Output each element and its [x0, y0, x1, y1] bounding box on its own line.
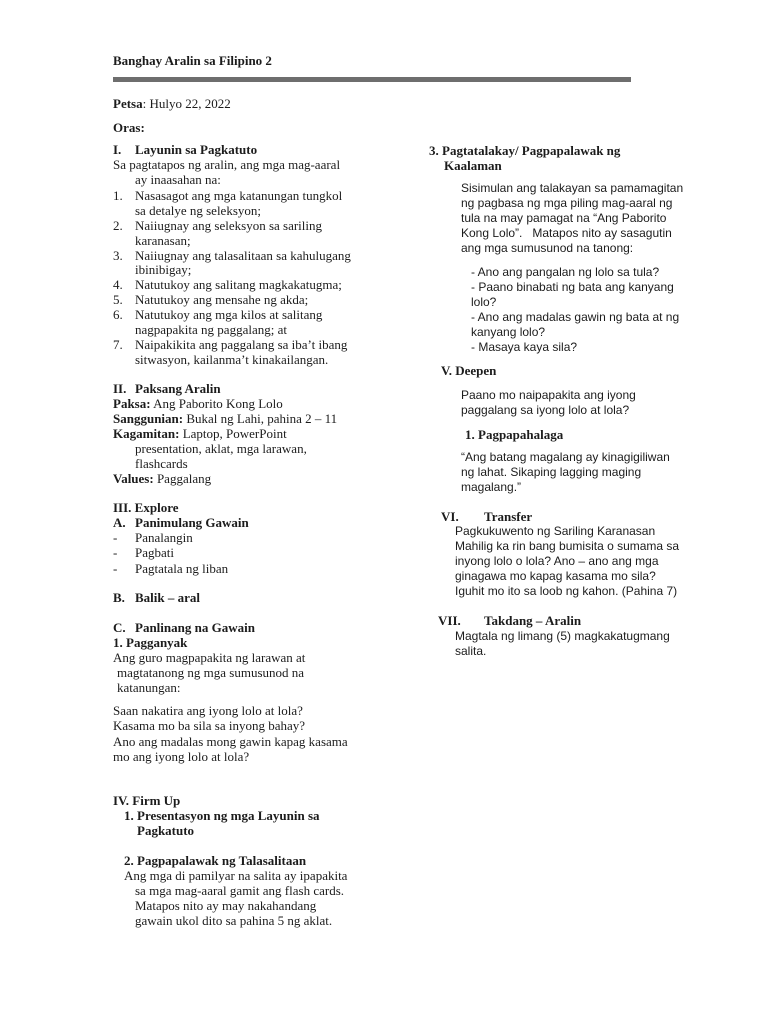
- transfer-heading: Transfer: [484, 509, 533, 524]
- kagamitan-line: [113, 426, 287, 441]
- transfer-line: Pagkukuwento ng Sariling Karanasan: [455, 524, 656, 538]
- bullet: -: [113, 545, 118, 560]
- pagtatalakay-question: - Ano ang pangalan ng lolo sa tula?: [471, 265, 660, 279]
- deepen-line: Paano mo naipapakita ang iyong: [461, 388, 636, 402]
- pagganyak-line: Ang guro magpapakita ng larawan at: [113, 650, 306, 665]
- objective-text: sitwasyon, kailanma’t kinakailangan.: [135, 352, 329, 367]
- pagtatalakay-line: Sisimulan ang talakayan sa pamamagitan: [461, 181, 684, 195]
- list-item: Pagtatala ng liban: [135, 561, 229, 576]
- pagganyak-question: Ano ang madalas mong gawin kapag kasama: [113, 734, 348, 749]
- quote-line: magalang.”: [461, 480, 522, 494]
- takdang-aralin-line: salita.: [455, 644, 487, 658]
- header-rule: [113, 77, 631, 82]
- layunin-numeral: I.: [113, 142, 122, 157]
- objective-text: Natutukoy ang mensahe ng akda;: [135, 292, 309, 307]
- objective-text: Naiiugnay ang talasalitaan sa kahulugang: [135, 248, 351, 263]
- pagtatalakay-line: ng pagbasa ng mga piling mag-aaral ng: [461, 196, 673, 210]
- pagtatalakay-question: kanyang lolo?: [471, 325, 546, 339]
- pagtatalakay-question: - Paano binabati ng bata ang kanyang: [471, 280, 674, 294]
- takdang-aralin-numeral: VII.: [438, 613, 461, 628]
- objective-text: Naiiugnay ang seleksyon sa sariling: [135, 218, 323, 233]
- pagtatalakay-question: - Masaya kaya sila?: [471, 340, 578, 354]
- explore-a-letter: A.: [113, 515, 126, 530]
- pagtatalakay-line: Kong Lolo”. Matapos nito ay sasagutin: [461, 226, 672, 240]
- sanggunian-line: [113, 411, 337, 426]
- quote-line: ng lahat. Sikaping lagging maging: [461, 465, 642, 479]
- explore-c-letter: C.: [113, 620, 126, 635]
- bullet: -: [113, 561, 118, 576]
- pagtatalakay-heading: 3. Pagtatalakay/ Pagpapalawak ng: [429, 143, 621, 158]
- firm-up-line: Ang mga di pamilyar na salita ay ipapakita: [124, 868, 348, 883]
- objective-text: ibinibigay;: [135, 262, 192, 277]
- list-item: Pagbati: [135, 545, 174, 560]
- paksa-line: [113, 396, 283, 411]
- transfer-numeral: VI.: [441, 509, 459, 524]
- objective-number: 5.: [113, 292, 123, 307]
- firm-up-heading: IV. Firm Up: [113, 793, 181, 808]
- takdang-aralin-line: Magtala ng limang (5) magkakatugmang: [455, 629, 670, 643]
- objective-text: Natutukoy ang mga kilos at salitang: [135, 307, 323, 322]
- transfer-line: inyong lolo o lola? Ano – ano ang mga: [455, 554, 659, 568]
- kagamitan-value: Laptop, PowerPoint: [182, 426, 287, 441]
- deepen-line: paggalang sa iyong lolo at lola?: [461, 403, 630, 417]
- objective-number: 4.: [113, 277, 123, 292]
- kagamitan-value: presentation, aklat, mga larawan,: [135, 441, 307, 456]
- objective-number: 3.: [113, 248, 123, 263]
- layunin-intro-line: ay inaasahan na:: [135, 172, 221, 187]
- explore-heading: III. Explore: [113, 500, 179, 515]
- pagganyak-line: magtatanong ng mga sumusunod na: [117, 665, 305, 680]
- explore-c-heading: Panlinang na Gawain: [135, 620, 255, 635]
- values-value: Paggalang: [156, 471, 212, 486]
- pagtatalakay-question: lolo?: [471, 295, 497, 309]
- values-line: [113, 471, 211, 486]
- objective-number: 1.: [113, 188, 123, 203]
- pagtatalakay-line: tula na may pamagat na “Ang Paborito: [461, 211, 667, 225]
- transfer-line: Iguhit mo ito sa loob ng kahon. (Pahina 7): [455, 584, 678, 598]
- objective-number: 7.: [113, 337, 123, 352]
- layunin-intro-line: Sa pagtatapos ng aralin, ang mga mag-aaral: [113, 157, 341, 172]
- firm-up-item-heading: 1. Presentasyon ng mga Layunin sa: [124, 808, 320, 823]
- oras-label: Oras:: [113, 120, 145, 135]
- transfer-line: Mahilig ka rin bang bumisita o sumama sa: [455, 539, 680, 553]
- list-item: Panalangin: [135, 530, 193, 545]
- pagganyak-line: katanungan:: [117, 680, 181, 695]
- sanggunian-label: Sanggunian:: [113, 411, 184, 426]
- firm-up-item-heading: 2. Pagpapalawak ng Talasalitaan: [124, 853, 307, 868]
- takdang-aralin-heading: Takdang – Aralin: [484, 613, 582, 628]
- explore-a-heading: Panimulang Gawain: [135, 515, 249, 530]
- bullet: -: [113, 530, 118, 545]
- pagtatalakay-heading: Kaalaman: [444, 158, 502, 173]
- kagamitan-label: Kagamitan:: [113, 426, 180, 441]
- petsa-line: [113, 96, 231, 111]
- firm-up-item-heading: Pagkatuto: [137, 823, 195, 838]
- objective-text: Nasasagot ang mga katanungan tungkol: [135, 188, 343, 203]
- explore-b-letter: B.: [113, 590, 125, 605]
- objective-text: Naipakikita ang paggalang sa iba’t ibang: [135, 337, 348, 352]
- objective-text: sa detalye ng seleksyon;: [135, 203, 261, 218]
- objective-number: 2.: [113, 218, 123, 233]
- petsa-value: : Hulyo 22, 2022: [142, 96, 231, 111]
- firm-up-line: gawain ukol dito sa pahina 5 ng aklat.: [135, 913, 333, 928]
- paksang-aralin-heading: Paksang Aralin: [135, 381, 221, 396]
- paksa-label: Paksa:: [113, 396, 151, 411]
- kagamitan-value: flashcards: [135, 456, 188, 471]
- objective-text: karanasan;: [135, 233, 191, 248]
- firm-up-line: sa mga mag-aaral gamit ang flash cards.: [135, 883, 344, 898]
- objective-text: nagpapakita ng paggalang; at: [135, 322, 287, 337]
- pagganyak-question: Saan nakatira ang iyong lolo at lola?: [113, 703, 303, 718]
- objective-number: 6.: [113, 307, 123, 322]
- pagtatalakay-line: ang mga sumusunod na tanong:: [461, 241, 634, 255]
- values-label: Values:: [113, 471, 154, 486]
- firm-up-line: Matapos nito ay may nakahandang: [135, 898, 317, 913]
- document-title: Banghay Aralin sa Filipino 2: [113, 53, 272, 68]
- pagganyak-heading: 1. Pagganyak: [113, 635, 188, 650]
- sanggunian-value: Bukal ng Lahi, pahina 2 – 11: [186, 411, 338, 426]
- objective-text: Natutukoy ang salitang magkakatugma;: [135, 277, 342, 292]
- pagtatalakay-question: - Ano ang madalas gawin ng bata at ng: [471, 310, 680, 324]
- pagganyak-question: mo ang iyong lolo at lola?: [113, 749, 250, 764]
- paksa-value: Ang Paborito Kong Lolo: [153, 396, 283, 411]
- pagganyak-question: Kasama mo ba sila sa inyong bahay?: [113, 718, 306, 733]
- quote-line: “Ang batang magalang ay kinagigiliwan: [461, 450, 670, 464]
- transfer-line: ginagawa mo kapag kasama mo sila?: [455, 569, 656, 583]
- pagpapahalaga-heading: 1. Pagpapahalaga: [465, 427, 564, 442]
- deepen-heading: V. Deepen: [441, 363, 497, 378]
- layunin-heading: Layunin sa Pagkatuto: [135, 142, 258, 157]
- explore-b-heading: Balik – aral: [135, 590, 201, 605]
- petsa-label: Petsa: [113, 96, 143, 111]
- paksang-aralin-numeral: II.: [113, 381, 127, 396]
